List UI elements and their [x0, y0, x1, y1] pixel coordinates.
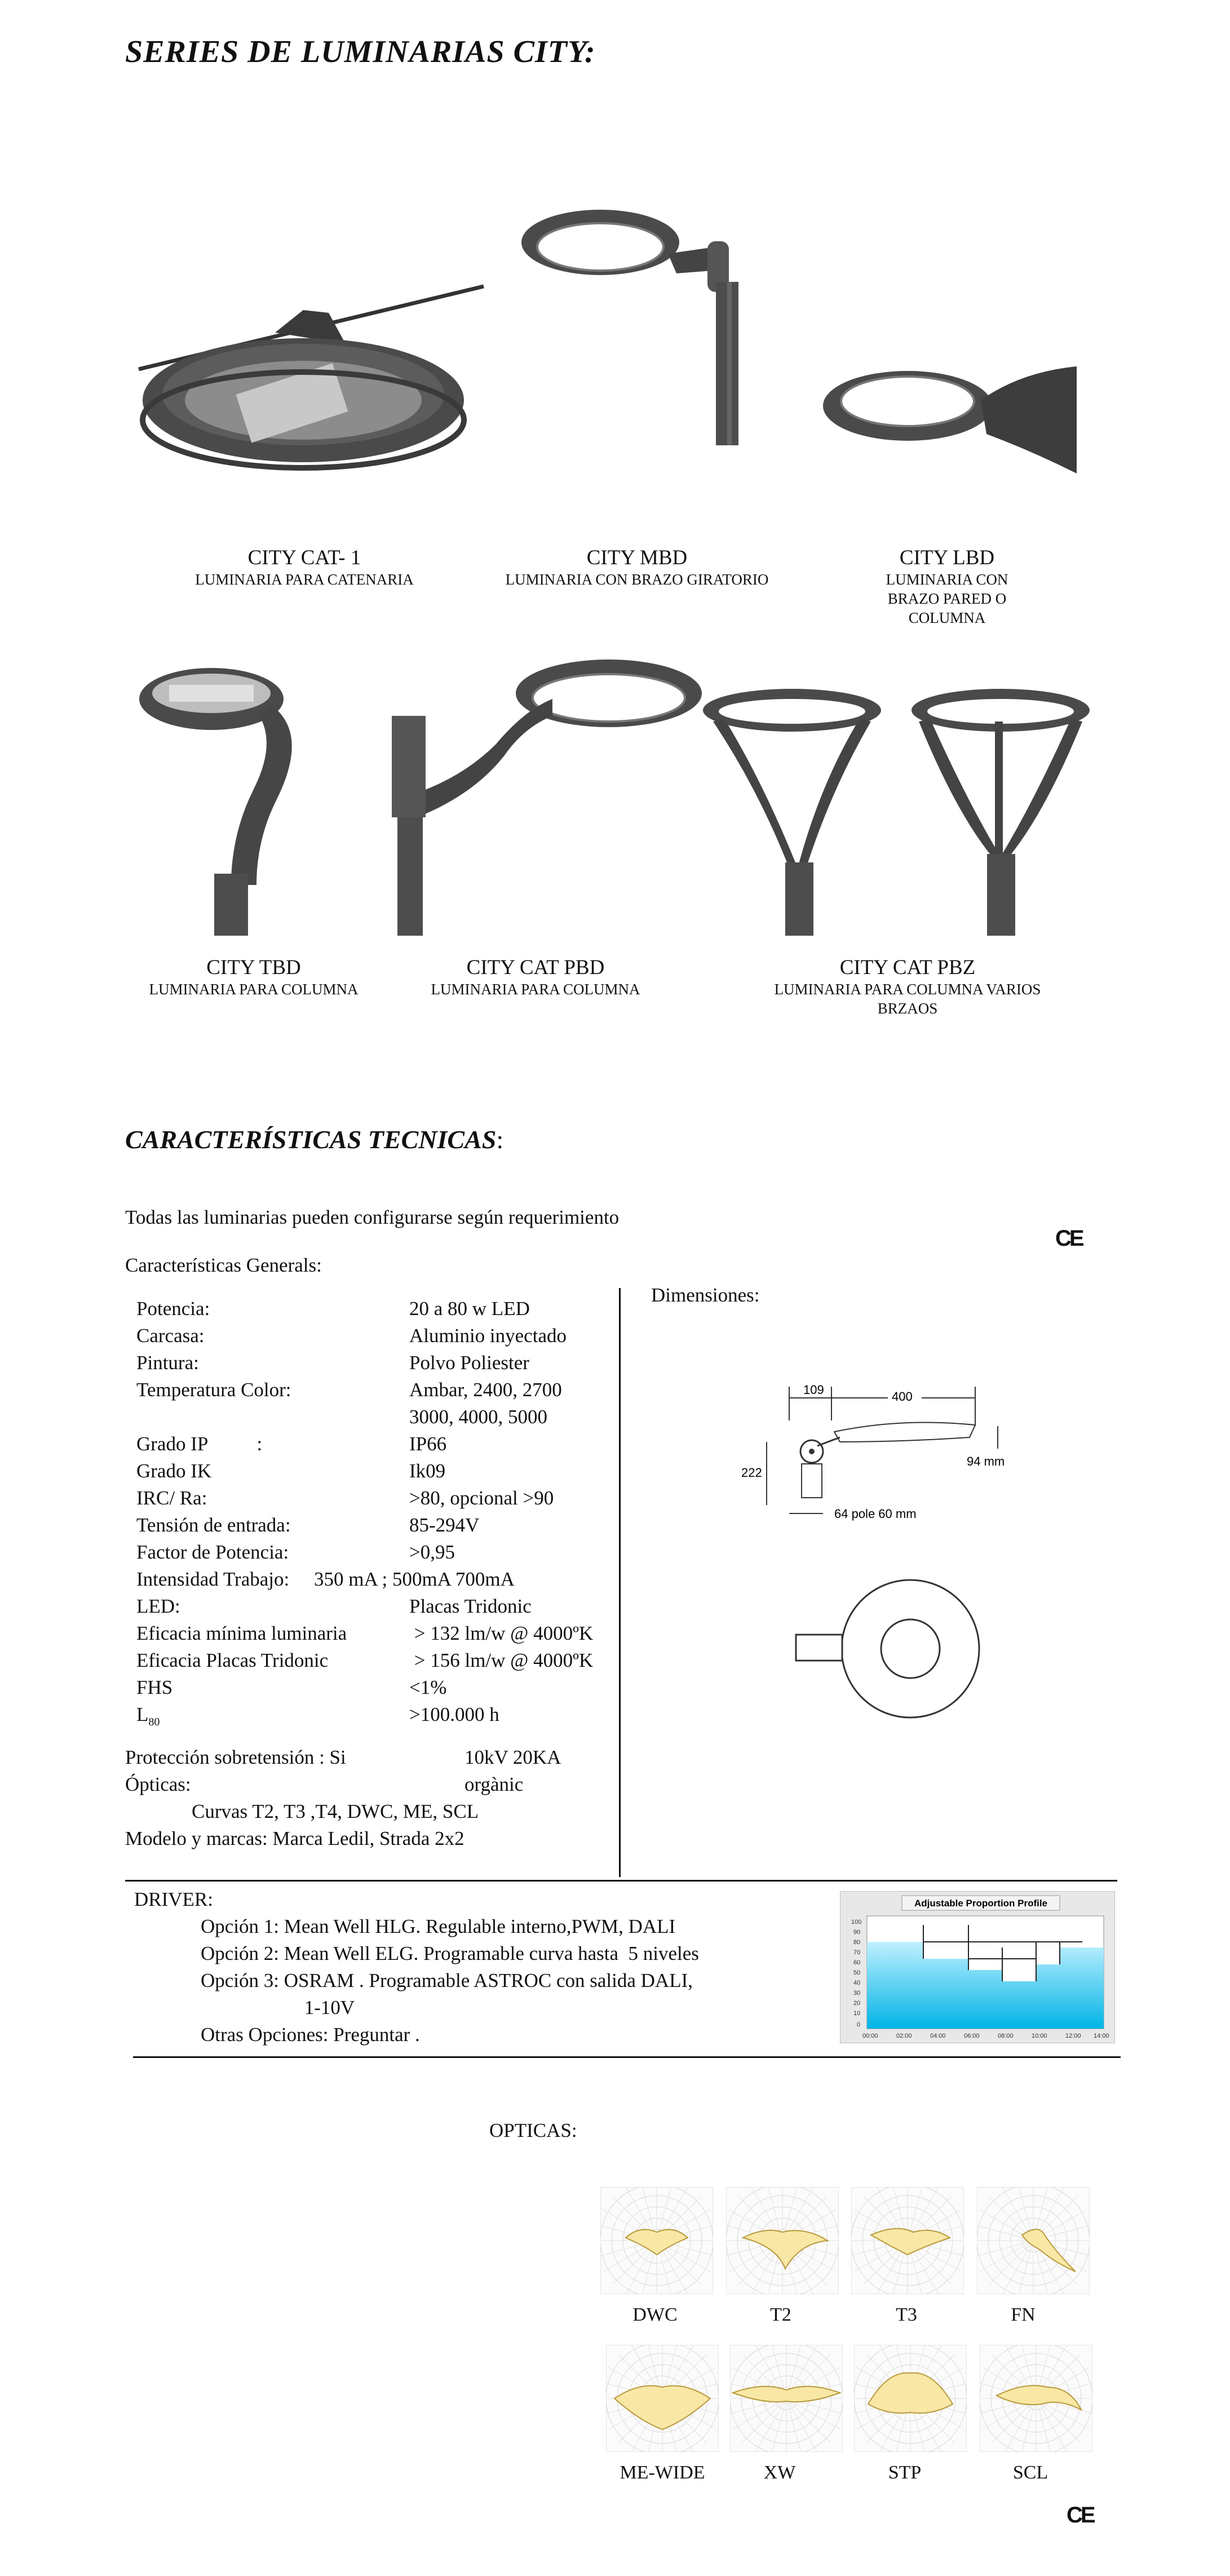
spec-row: Temperatura Color: Ambar, 2400, 2700: [136, 1379, 562, 1401]
spec-row-l80: $L_{80}$ >100.000 h: [136, 1703, 499, 1728]
profile-title: Adjustable Proportion Profile: [914, 1898, 1048, 1909]
optic-diagram-3: [851, 2187, 964, 2294]
spec-row: Tensión de entrada: 85-294V: [136, 1514, 480, 1536]
optic-label-stp: STP: [888, 2462, 922, 2483]
divider-vertical: [619, 1288, 621, 1877]
svg-text:90: 90: [853, 1929, 861, 1936]
optic-label-t3: T3: [896, 2304, 917, 2325]
tech-heading: CARACTERÍSTICAS TECNICAS:: [125, 1125, 504, 1154]
svg-text:20: 20: [853, 2000, 861, 2007]
product-name: CITY CAT PBZ: [839, 956, 976, 979]
svg-text:08:00: 08:00: [998, 2033, 1014, 2039]
dim-222: 222: [741, 1466, 762, 1480]
product-desc: LUMINARIA PARA COLUMNA VARIOS BRZAOS: [774, 981, 1041, 1017]
optic-diagram-2: [726, 2187, 839, 2294]
svg-text:0: 0: [857, 2021, 861, 2028]
curvas-text: Curvas T2, T3 ,T4, DWC, ME, SCL: [192, 1800, 479, 1822]
product-desc: LUMINARIA PARA COLUMNA: [149, 981, 359, 998]
city-pbz-image-1: [702, 688, 888, 936]
svg-text:06:00: 06:00: [964, 2033, 980, 2039]
product-card-tbd: [118, 955, 389, 999]
optic-diagram-4: [977, 2187, 1090, 2294]
driver-profile-chart: [840, 1891, 1115, 2043]
svg-text:12:00: 12:00: [1065, 2033, 1081, 2039]
optic-diagram-7: [854, 2345, 967, 2452]
product-name: CITY CAT PBD: [466, 956, 605, 979]
modelo-text: Modelo y marcas: Marca Ledil, Strada 2x2: [125, 1827, 464, 1849]
dim-400: 400: [892, 1389, 913, 1404]
opticas-label: OPTICAS:: [489, 2119, 577, 2141]
svg-text:60: 60: [853, 1959, 861, 1966]
spec-row: Intensidad Trabajo: 350 mA ; 500mA 700mA: [136, 1568, 515, 1590]
product-desc: LUMINARIA PARA CATENARIA: [195, 571, 414, 588]
product-card-pbz: [755, 955, 1060, 1018]
dimensions-label: Dimensiones:: [651, 1284, 760, 1306]
dim-64: 64 pole 60 mm: [834, 1507, 917, 1521]
optic-diagram-6: [730, 2345, 843, 2452]
divider-driver-top: [125, 1880, 1117, 1882]
product-desc: LUMINARIA PARA COLUMNA: [431, 981, 640, 998]
spec-row: Grado IK Ik09: [136, 1460, 446, 1482]
optic-label-scl: SCL: [1012, 2462, 1048, 2483]
spec-row: FHS <1%: [136, 1676, 447, 1698]
svg-text:40: 40: [853, 1980, 861, 1986]
svg-text:10: 10: [853, 2010, 861, 2017]
dim-94: 94 mm: [967, 1454, 1005, 1468]
spec-row: Potencia: 20 a 80 w LED: [136, 1298, 530, 1320]
footer-ce-mark: CE: [1067, 2503, 1094, 2528]
product-desc: LUMINARIA CON BRAZO GIRATORIO: [505, 571, 769, 588]
page-title: SERIES DE LUMINARIAS CITY:: [125, 34, 596, 69]
product-name: CITY LBD: [899, 546, 995, 569]
spec-row: LED: Placas Tridonic: [136, 1595, 532, 1617]
spec-row: Factor de Potencia: >0,95: [136, 1541, 455, 1563]
dimensions-topview: [789, 1575, 992, 1722]
spec-row: Pintura: Polvo Poliester: [136, 1352, 529, 1374]
product-card-lbd: [812, 546, 1082, 627]
proteccion-row: Protección sobretensión : Si 10kV 20KA: [125, 1746, 561, 1768]
city-pbz-image-2: [910, 688, 1096, 936]
product-desc: LUMINARIA CON BRAZO PARED O COLUMNA: [886, 571, 1008, 626]
driver-option-3b: 1-10V: [201, 1997, 355, 2019]
optic-diagram-8: [980, 2345, 1092, 2452]
product-name: CITY MBD: [586, 546, 688, 569]
spec-row: Carcasa: Aluminio inyectado: [136, 1325, 567, 1347]
city-lbd-image: [817, 349, 1082, 485]
city-cat1-image: [134, 271, 495, 485]
svg-text:50: 50: [853, 1969, 861, 1976]
ce-mark: CE: [1055, 1226, 1082, 1251]
spec-row: IRC/ Ra: >80, opcional >90: [136, 1487, 554, 1509]
city-tbd-image: [135, 654, 349, 936]
svg-text:04:00: 04:00: [930, 2033, 946, 2039]
product-card-cat1: [169, 546, 440, 589]
opticas-row: Ópticas: orgànic: [125, 1773, 524, 1795]
svg-text:80: 80: [853, 1939, 861, 1946]
svg-text:00:00: 00:00: [862, 2033, 878, 2039]
driver-option-2: Opción 2: Mean Well ELG. Programable curva hasta 5 niveles: [201, 1942, 699, 1964]
divider-driver-bottom: [133, 2056, 1121, 2058]
svg-text:100: 100: [851, 1919, 862, 1926]
optic-diagram-5: [606, 2345, 719, 2452]
driver-option-other: Otras Opciones: Preguntar .: [201, 2024, 420, 2046]
tech-intro: Todas las luminarias pueden configurarse según requerimiento: [125, 1206, 620, 1228]
svg-text:02:00: 02:00: [896, 2033, 912, 2039]
svg-text:70: 70: [853, 1949, 861, 1956]
svg-text:10:00: 10:00: [1032, 2033, 1047, 2039]
svg-text:30: 30: [853, 1990, 861, 1997]
optic-label-dwc: DWC: [632, 2304, 678, 2325]
spec-row: Eficacia Placas Tridonic > 156 lm/w @ 4000ºK: [136, 1649, 594, 1671]
optic-label-t2: T2: [770, 2304, 791, 2325]
product-name: CITY CAT- 1: [247, 546, 361, 569]
svg-text:14:00: 14:00: [1094, 2033, 1109, 2039]
general-label: Características Generals:: [125, 1254, 322, 1276]
driver-option-3: Opción 3: OSRAM . Programable ASTROC con salida DALI,: [201, 1969, 693, 1991]
spec-row: Eficacia mínima luminaria > 132 lm/w @ 4000ºK: [136, 1622, 594, 1644]
product-card-mbd: [496, 546, 778, 589]
dimensions-drawing: [733, 1375, 1048, 1544]
driver-label: DRIVER:: [134, 1888, 213, 1910]
dim-109: 109: [803, 1383, 824, 1397]
optic-label-xw: XW: [763, 2462, 796, 2483]
city-pbd-image: [383, 648, 710, 936]
city-mbd-image: [516, 197, 775, 451]
driver-option-1: Opción 1: Mean Well HLG. Regulable interno,PWM, DALI: [201, 1915, 676, 1937]
product-name: CITY TBD: [206, 956, 301, 979]
product-card-pbd: [395, 955, 676, 999]
spec-row: Grado IP : IP66: [136, 1433, 447, 1455]
optic-label-me-wide: ME-WIDE: [620, 2462, 705, 2483]
optic-label-fn: FN: [1011, 2304, 1036, 2325]
optic-diagram-1: [600, 2187, 713, 2294]
